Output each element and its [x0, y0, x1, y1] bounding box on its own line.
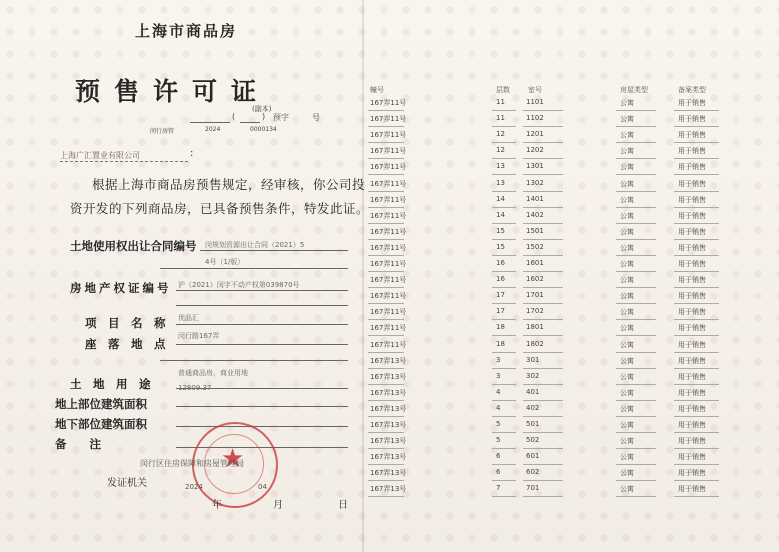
table-cell: 167弄11号	[370, 131, 407, 140]
table-cell: 167弄11号	[370, 163, 407, 172]
project-label: 项 目 名 称	[85, 316, 166, 330]
table-cell: 167弄11号	[370, 292, 407, 301]
table-cell: 公寓	[620, 340, 634, 349]
star-seal-icon: ★	[221, 444, 245, 474]
property-cert-label: 房地产权证编号	[70, 281, 172, 295]
land-contract-line-2	[160, 268, 348, 269]
above-area-label: 地上部位建筑面积	[55, 397, 147, 411]
table-row	[368, 256, 773, 272]
company-name: 上海广汇置业有限公司	[60, 151, 140, 160]
table-cell: 12	[496, 146, 505, 155]
table-cell: 18	[496, 339, 505, 348]
bracket-close: )	[262, 112, 266, 121]
table-cell: 167弄13号	[370, 485, 407, 494]
table-row	[368, 304, 773, 320]
paragraph-line-2: 资开发的下列商品房，已具备预售条件，特发此证。	[70, 201, 370, 216]
district-line	[240, 122, 260, 123]
land-contract-label: 土地使用权出让合同编号	[70, 239, 197, 253]
table-cell: 公寓	[620, 356, 634, 365]
property-cert-line-2	[176, 305, 348, 306]
table-row	[368, 449, 773, 465]
table-cell: 1802	[526, 339, 544, 348]
table-cell: 14	[496, 194, 505, 203]
cell-underline	[674, 496, 719, 497]
table-cell: 用于销售	[678, 404, 706, 413]
table-cell: 601	[526, 452, 540, 461]
table-cell: 公寓	[620, 179, 634, 188]
table-cell: 5	[496, 420, 501, 428]
table-cell: 1502	[526, 242, 544, 251]
table-cell: 用于销售	[678, 292, 706, 301]
table-row	[368, 465, 773, 481]
header-filing: 备案类型	[678, 86, 706, 94]
below-area-label: 地下部位建筑面积	[55, 417, 147, 431]
page-fold	[362, 0, 364, 552]
year-char: 年	[212, 500, 222, 511]
table-cell: 167弄11号	[370, 324, 407, 333]
table-cell: 4	[496, 387, 501, 396]
table-cell: 用于销售	[678, 437, 706, 446]
table-cell: 13	[496, 178, 505, 187]
table-cell: 7	[496, 484, 501, 493]
table-cell: 15	[496, 226, 505, 235]
table-cell: 1302	[526, 178, 544, 187]
table-cell: 502	[526, 436, 540, 445]
table-cell: 用于销售	[678, 163, 706, 172]
table-row	[368, 401, 773, 417]
table-row	[368, 176, 773, 192]
above-area-value: 12809.37	[178, 384, 212, 392]
table-cell: 167弄13号	[370, 404, 407, 413]
table-cell: 用于销售	[678, 372, 706, 381]
number-word: 号	[312, 113, 320, 122]
table-cell: 16	[496, 259, 505, 267]
table-cell: 16	[496, 275, 505, 284]
header-room: 室号	[528, 86, 542, 94]
table-cell: 167弄13号	[370, 453, 407, 462]
table-row	[368, 288, 773, 304]
table-cell: 公寓	[620, 163, 634, 172]
table-row	[368, 272, 773, 288]
table-cell: 用于销售	[678, 243, 706, 252]
table-cell: 167弄11号	[370, 308, 407, 317]
table-cell: 401	[526, 387, 540, 396]
table-cell: 402	[526, 403, 540, 412]
location-line-2	[160, 360, 348, 361]
table-cell: 167弄11号	[370, 340, 407, 349]
table-cell: 3	[496, 371, 501, 380]
main-title: 预售许可证	[75, 77, 271, 106]
table-cell: 302	[526, 371, 540, 380]
header-floor: 层数	[496, 86, 510, 94]
table-cell: 公寓	[620, 437, 634, 446]
table-cell: 用于销售	[678, 179, 706, 188]
table-row	[368, 337, 773, 353]
table-cell: 用于销售	[678, 211, 706, 220]
bracket-open: (	[232, 112, 236, 121]
remarks-label: 备 注	[55, 437, 101, 451]
table-cell: 3	[496, 355, 501, 364]
above-area-line	[176, 406, 348, 407]
table-cell: 1602	[526, 275, 544, 284]
table-cell: 501	[526, 420, 540, 428]
table-cell: 公寓	[620, 388, 634, 397]
table-cell: 12	[496, 130, 505, 139]
table-cell: 公寓	[620, 131, 634, 140]
presale-word: 预字	[273, 113, 289, 122]
table-cell: 167弄13号	[370, 437, 407, 446]
table-cell: 公寓	[620, 469, 634, 478]
table-cell: 公寓	[620, 453, 634, 462]
table-cell: 1102	[526, 114, 544, 123]
paragraph-line-1: 根据上海市商品房预售规定，经审核，你公司投	[92, 177, 366, 192]
agency-name: 闵行区住房保障和房屋管理局	[140, 459, 244, 468]
table-cell: 167弄11号	[370, 260, 407, 268]
table-cell: 17	[496, 307, 505, 316]
table-cell: 167弄11号	[370, 179, 407, 188]
table-cell: 用于销售	[678, 227, 706, 236]
location-line	[176, 344, 348, 345]
cell-underline	[492, 496, 516, 497]
table-cell: 公寓	[620, 324, 634, 333]
table-cell: 167弄11号	[370, 99, 407, 107]
table-cell: 1601	[526, 259, 544, 267]
table-cell: 公寓	[620, 485, 634, 494]
land-contract-line	[200, 250, 348, 251]
day-char: 日	[338, 500, 348, 511]
table-cell: 用于销售	[678, 421, 706, 429]
table-row	[368, 481, 773, 497]
table-cell: 用于销售	[678, 356, 706, 365]
table-cell: 公寓	[620, 404, 634, 413]
table-cell: 公寓	[620, 211, 634, 220]
table-cell: 1201	[526, 130, 544, 139]
table-cell: 167弄11号	[370, 211, 407, 220]
table-cell: 11	[496, 114, 505, 123]
table-cell: 用于销售	[678, 115, 706, 124]
table-cell: 用于销售	[678, 340, 706, 349]
table-row	[368, 159, 773, 175]
table-cell: 用于销售	[678, 276, 706, 285]
table-cell: 用于销售	[678, 131, 706, 140]
table-cell: 14	[496, 210, 505, 219]
table-row	[368, 369, 773, 385]
table-cell: 6	[496, 452, 501, 461]
table-cell: 167弄13号	[370, 421, 407, 429]
city-title: 上海市商品房	[135, 22, 238, 40]
cell-underline	[616, 496, 656, 497]
property-cert-value: 沪（2021）闵字不动产权第039870号	[178, 281, 300, 289]
prefix-line	[190, 122, 230, 123]
table-cell: 1402	[526, 210, 544, 219]
land-contract-value-2: 4号（1/版）	[205, 258, 245, 266]
table-cell: 17	[496, 291, 505, 300]
table-cell: 1101	[526, 98, 544, 106]
land-use-value: 普通商品房，商业用地	[178, 369, 248, 377]
table-cell: 用于销售	[678, 195, 706, 204]
table-cell: 用于销售	[678, 485, 706, 494]
table-cell: 1702	[526, 307, 544, 316]
table-cell: 6	[496, 468, 501, 477]
table-cell: 公寓	[620, 260, 634, 268]
project-line	[176, 324, 348, 325]
table-cell: 1801	[526, 323, 544, 332]
table-row	[368, 240, 773, 256]
table-cell: 公寓	[620, 421, 634, 429]
issue-year-small: 04	[258, 483, 267, 491]
table-cell: 1701	[526, 291, 544, 300]
table-cell: 1301	[526, 162, 544, 171]
table-cell: 公寓	[620, 99, 634, 107]
property-cert-line	[176, 290, 348, 291]
table-cell: 公寓	[620, 276, 634, 285]
serial-text: 0000134	[250, 126, 277, 133]
table-row	[368, 385, 773, 401]
table-row	[368, 208, 773, 224]
location-value: 闵行路167弄	[178, 332, 220, 340]
table-cell: 13	[496, 162, 505, 171]
table-row	[368, 143, 773, 159]
table-cell: 167弄11号	[370, 115, 407, 124]
table-cell: 301	[526, 355, 540, 364]
issue-year: 2024	[185, 483, 203, 491]
table-row	[368, 433, 773, 449]
table-row	[368, 353, 773, 369]
table-cell: 602	[526, 468, 540, 477]
table-cell: 用于销售	[678, 324, 706, 333]
table-cell: 1501	[526, 226, 544, 235]
table-row	[368, 111, 773, 127]
table-cell: 公寓	[620, 195, 634, 204]
table-cell: 5	[496, 436, 501, 445]
below-area-line	[176, 426, 348, 427]
table-cell: 用于销售	[678, 469, 706, 478]
table-cell: 167弄13号	[370, 388, 407, 397]
agency-label: 发证机关	[107, 478, 147, 489]
table-cell: 167弄11号	[370, 243, 407, 252]
cell-underline	[523, 496, 563, 497]
header-building: 幢号	[370, 86, 384, 94]
table-cell: 167弄11号	[370, 195, 407, 204]
header-type: 房屋类型	[620, 86, 648, 94]
table-cell: 167弄13号	[370, 469, 407, 478]
table-row	[368, 417, 773, 433]
table-cell: 167弄11号	[370, 227, 407, 236]
table-cell: 1202	[526, 146, 544, 155]
table-cell: 用于销售	[678, 147, 706, 156]
table-row	[368, 320, 773, 336]
table-cell: 公寓	[620, 227, 634, 236]
company-line	[60, 161, 188, 162]
table-cell: 167弄11号	[370, 147, 407, 156]
table-cell: 公寓	[620, 308, 634, 317]
table-cell: 公寓	[620, 372, 634, 381]
table-row	[368, 127, 773, 143]
table-cell: 167弄13号	[370, 356, 407, 365]
table-cell: 18	[496, 323, 505, 332]
month-char: 月	[273, 500, 283, 511]
table-cell: 公寓	[620, 115, 634, 124]
sub-label: (副本)	[252, 105, 272, 113]
company-colon: :	[190, 148, 194, 159]
table-cell: 用于销售	[678, 388, 706, 397]
land-contract-value: 闵规划资源出让合同（2021）5	[205, 241, 305, 249]
table-cell: 1401	[526, 194, 544, 203]
district-text: 闵行房管	[150, 128, 175, 135]
table-row	[368, 224, 773, 240]
table-cell: 11	[496, 98, 505, 106]
table-cell: 用于销售	[678, 308, 706, 317]
table-cell: 用于销售	[678, 99, 706, 107]
cell-underline	[368, 496, 404, 497]
project-value: 优品汇	[178, 314, 199, 322]
table-cell: 701	[526, 484, 540, 493]
table-cell: 用于销售	[678, 453, 706, 462]
table-cell: 用于销售	[678, 260, 706, 268]
table-cell: 公寓	[620, 243, 634, 252]
table-cell: 4	[496, 403, 501, 412]
land-use-label: 土 地 用 途	[70, 377, 151, 391]
table-cell: 公寓	[620, 147, 634, 156]
table-cell: 167弄11号	[370, 276, 407, 285]
table-row	[368, 192, 773, 208]
table-cell: 公寓	[620, 292, 634, 301]
table-cell: 15	[496, 242, 505, 251]
year-text: 2024	[205, 126, 221, 133]
location-label: 座 落 地 点	[85, 337, 166, 351]
table-row	[368, 95, 773, 111]
table-cell: 167弄13号	[370, 372, 407, 381]
